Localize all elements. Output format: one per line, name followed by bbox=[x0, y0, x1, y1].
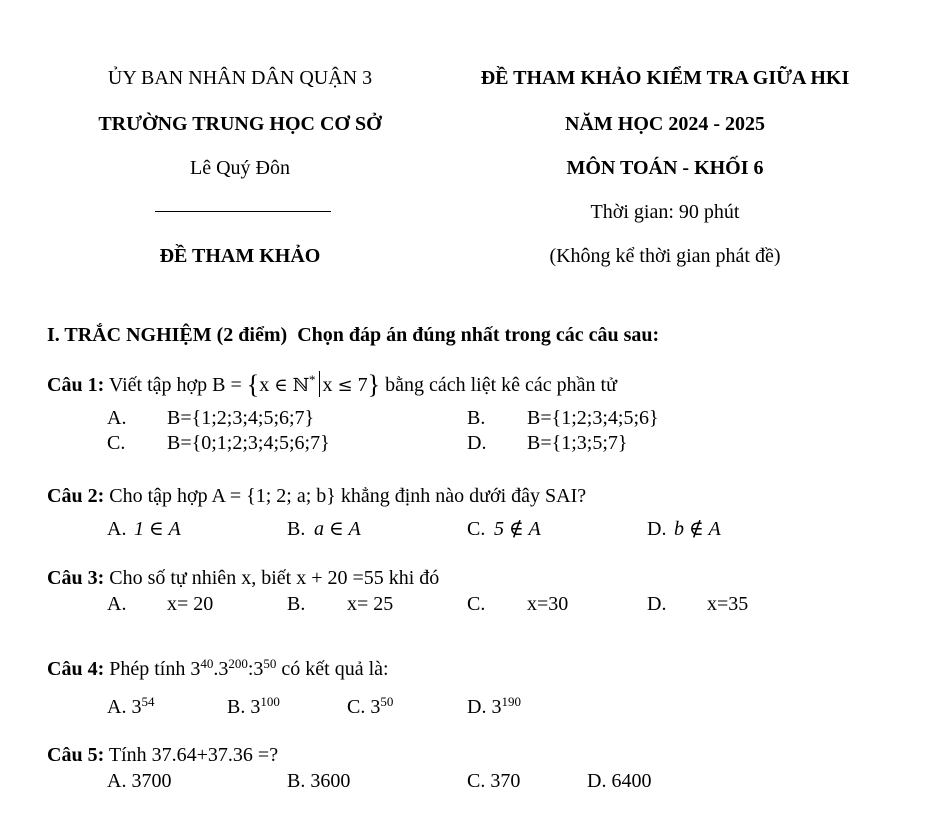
option-text: a ∈ A bbox=[314, 518, 361, 540]
question-label: Câu 5: bbox=[47, 744, 105, 766]
option-letter: D. bbox=[647, 518, 667, 540]
option-value: C. 370 bbox=[467, 770, 521, 792]
option-text: x=30 bbox=[527, 593, 569, 615]
option-text: 5 ∉ A bbox=[494, 518, 541, 540]
option-letter: D. bbox=[647, 593, 667, 615]
question-label: Câu 4: bbox=[47, 658, 105, 680]
option-text: B={1;3;5;7} bbox=[527, 432, 628, 454]
duration-note: (Không kể thời gian phát đề) bbox=[549, 245, 781, 267]
question-1 bbox=[47, 371, 617, 398]
option-text: x= 20 bbox=[167, 593, 214, 615]
option-power: B. $3^{100}$ bbox=[227, 694, 280, 718]
option-text: 1 ∈ A bbox=[134, 518, 181, 540]
exam-type-label: ĐỀ THAM KHẢO bbox=[159, 245, 321, 267]
duration: Thời gian: 90 phút bbox=[590, 201, 740, 223]
section-title: I. TRẮC NGHIỆM (2 điểm) bbox=[47, 324, 288, 346]
question-text: Phép tính bbox=[109, 658, 186, 680]
set-expression: A = {1; 2; a; b} bbox=[211, 485, 336, 507]
option-letter: A. bbox=[107, 518, 127, 540]
option-text: b ∉ A bbox=[674, 518, 721, 540]
power-expression: $3^{40}.3^{200}:3^{50}$ bbox=[190, 656, 277, 680]
question-label: Câu 2: bbox=[47, 485, 105, 507]
option-text: B={1;2;3;4;5;6;7} bbox=[167, 407, 315, 429]
option-text: B={1;2;3;4;5;6} bbox=[527, 407, 659, 429]
option-value: B. 3600 bbox=[287, 770, 351, 792]
question-text: Cho số tự nhiên x, biết bbox=[109, 567, 292, 589]
option-text: x= 25 bbox=[347, 593, 394, 615]
question-text: Cho tập hợp bbox=[109, 485, 208, 507]
question-3 bbox=[47, 568, 439, 588]
question-text-after: bằng cách liệt kê các phần tử bbox=[385, 374, 617, 396]
expression: 37.64+37.36 =? bbox=[151, 744, 279, 766]
option-letter: B. bbox=[287, 593, 306, 615]
option-letter: C. bbox=[107, 432, 126, 454]
option-power: D. $3^{190}$ bbox=[467, 694, 521, 718]
option-letter: B. bbox=[287, 518, 306, 540]
subject-grade: MÔN TOÁN - KHỐI 6 bbox=[566, 157, 764, 179]
header-divider bbox=[155, 211, 331, 212]
option-letter: D. bbox=[467, 432, 487, 454]
question-2 bbox=[47, 486, 586, 506]
school-type: TRƯỜNG TRUNG HỌC CƠ SỞ bbox=[98, 113, 382, 135]
option-letter: A. bbox=[107, 407, 127, 429]
question-text-after: có kết quả là: bbox=[281, 658, 389, 680]
question-text-after: khẳng định nào dưới đây SAI? bbox=[340, 485, 587, 507]
question-5 bbox=[47, 745, 278, 765]
option-text: x=35 bbox=[707, 593, 749, 615]
district-committee: ỦY BAN NHÂN DÂN QUẬN 3 bbox=[107, 67, 373, 89]
option-power: C. $3^{50}$ bbox=[347, 694, 394, 718]
question-text: Tính bbox=[108, 744, 147, 766]
school-name: Lê Quý Đôn bbox=[190, 157, 290, 179]
option-value: A. 3700 bbox=[107, 770, 172, 792]
option-power: A. $3^{54}$ bbox=[107, 694, 155, 718]
option-letter: B. bbox=[467, 407, 486, 429]
option-value: D. 6400 bbox=[587, 770, 652, 792]
question-text: Viết tập hợp bbox=[108, 374, 208, 396]
section-instruction: Chọn đáp án đúng nhất trong các câu sau: bbox=[297, 324, 660, 346]
question-text-after: khi đó bbox=[388, 567, 440, 589]
option-letter: C. bbox=[467, 518, 486, 540]
option-letter: A. bbox=[107, 593, 127, 615]
section-heading bbox=[47, 325, 659, 345]
equation: x + 20 =55 bbox=[296, 567, 384, 589]
set-expression: B = {x ∈ ℕ* x ≤ 7} bbox=[212, 370, 381, 399]
school-year: NĂM HỌC 2024 - 2025 bbox=[565, 113, 765, 135]
question-label: Câu 3: bbox=[47, 567, 105, 589]
exam-title: ĐỀ THAM KHẢO KIỂM TRA GIỮA HKI bbox=[480, 67, 850, 89]
option-text: B={0;1;2;3;4;5;6;7} bbox=[167, 432, 330, 454]
option-letter: C. bbox=[467, 593, 486, 615]
question-4 bbox=[47, 657, 389, 679]
question-label: Câu 1: bbox=[47, 374, 105, 396]
